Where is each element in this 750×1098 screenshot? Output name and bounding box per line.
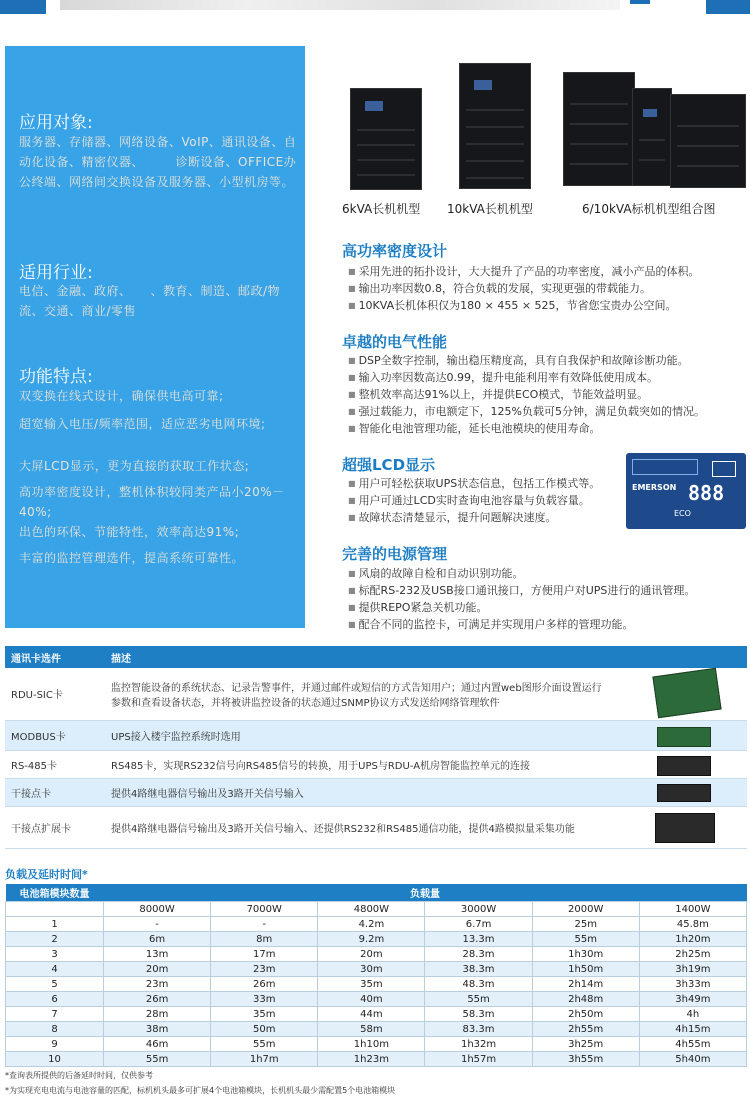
backup-time-cell: 1h10m <box>318 1037 425 1052</box>
dry-contact-card-image <box>657 784 711 802</box>
lcd-mode-bar <box>632 459 698 475</box>
load-header: 3000W <box>425 902 532 917</box>
backup-time-cell: 46m <box>104 1037 211 1052</box>
card-desc: RS485卡，实现RS232信号向RS485信号的转换，用于UPS与RDU-A机房智能监控单元的连接 <box>105 750 615 778</box>
battery-count-cell: 2 <box>6 932 104 947</box>
battery-count-cell: 1 <box>6 917 104 932</box>
feature-item: 丰富的监控管理选件，提高系统可靠性。 <box>19 551 245 565</box>
load-header: 8000W <box>104 902 211 917</box>
caption-combo: 6/10kVA标机机型组合图 <box>582 202 716 216</box>
table-row <box>6 977 747 992</box>
backup-time-cell: 30m <box>318 962 425 977</box>
table-row <box>6 947 747 962</box>
backup-time-cell: 28m <box>104 1007 211 1022</box>
footnote: *查询表所提供的后备延时时间，仅供参考 <box>5 1071 153 1080</box>
backup-time-cell: 6m <box>104 932 211 947</box>
modbus-card-image <box>657 727 711 747</box>
strip-fade <box>60 0 620 10</box>
applications-text: 服务器、存储器、网络设备、VoIP、通讯设备、自动化设备、精密仪器、 诊断设备、OFFICE办公终端、网络间交换设备及服务器、小型机房等。 <box>19 135 297 189</box>
backup-time-cell: 58.3m <box>425 1007 532 1022</box>
bullet: ■ 用户可轻松获取UPS状态信息，包括工作模式等。 <box>348 475 600 491</box>
industries-text: 电信、金融、政府、 、教育、制造、邮政/物流、交通、商业/零售 <box>19 284 281 318</box>
feature-item: 超宽输入电压/频率范围，适应恶劣电网环境; <box>19 417 266 431</box>
backup-time-cell: 13m <box>104 947 211 962</box>
backup-time-cell: - <box>211 917 318 932</box>
backup-time-cell: 3h33m <box>639 977 746 992</box>
backup-time-cell: 4h <box>639 1007 746 1022</box>
backup-time-cell: 4h55m <box>639 1037 746 1052</box>
bullet: ■ 智能化电池管理功能，延长电池模块的使用寿命。 <box>348 420 601 436</box>
heading-features: 功能特点: <box>19 367 93 387</box>
card-name: 干接点扩展卡 <box>5 806 105 848</box>
backup-time-cell: 55m <box>104 1052 211 1067</box>
card-desc: 监控智能设备的系统状态、记录告警事件，并通过邮件或短信的方式告知用户；通过内置web图形介面设置运行参数和查看设备状态，并将被讲监控设备的状态通过SNMP协议方式发送给网络管理软件 <box>105 668 615 720</box>
section-title-electrical: 卓越的电气性能 <box>342 333 448 351</box>
bullet: ■ 用户可通过LCD实时查询电池容量与负载容量。 <box>348 492 590 508</box>
battery-count-cell: 5 <box>6 977 104 992</box>
backup-time-cell: 28.3m <box>425 947 532 962</box>
header-desc: 描述 <box>105 646 747 668</box>
section-title-power-mgmt: 完善的电源管理 <box>342 545 448 563</box>
header-card: 通讯卡选件 <box>5 646 105 668</box>
load-header: 7000W <box>211 902 318 917</box>
card-image-cell <box>615 806 747 848</box>
card-desc: 提供4路继电器信号输出及3路开关信号输入 <box>105 778 615 806</box>
bullet: ■ 整机效率高达91%以上，并提供ECO模式，节能效益明显。 <box>348 386 648 402</box>
backup-time-cell: 3h49m <box>639 992 746 1007</box>
feature-item: 大屏LCD显示，更为直接的获取工作状态; <box>19 459 250 473</box>
card-name: 干接点卡 <box>5 778 105 806</box>
bullet: ■ DSP全数字控制，输出稳压精度高，具有自我保护和故障诊断功能。 <box>348 352 689 368</box>
backup-time-cell: 2h25m <box>639 947 746 962</box>
card-name: RDU-SIC卡 <box>5 668 105 720</box>
rdu-sic-card-image <box>652 668 721 718</box>
card-name: RS-485卡 <box>5 750 105 778</box>
card-image-cell <box>615 720 747 750</box>
bullet: ■ 标配RS-232及USB接口通讯接口，方便用户对UPS进行的通讯管理。 <box>348 582 695 598</box>
bullet: ■ 故障状态清楚显示，提升问题解决速度。 <box>348 509 557 525</box>
backup-time-cell: 38m <box>104 1022 211 1037</box>
card-image-cell <box>615 750 747 778</box>
ups-6kva-tower-image <box>350 88 422 190</box>
backup-time-cell: 1h57m <box>425 1052 532 1067</box>
lcd-brand: EMERSON <box>632 483 677 492</box>
backup-time-cell: 13.3m <box>425 932 532 947</box>
heading-applications: 应用对象: <box>19 113 93 133</box>
backup-time-cell: 2h50m <box>532 1007 639 1022</box>
caption-6kva: 6kVA长机机型 <box>342 202 421 216</box>
group-header-load: 负载量 <box>104 884 747 902</box>
backup-time-cell: 3h55m <box>532 1052 639 1067</box>
section-title-lcd: 超强LCD显示 <box>342 456 436 474</box>
backup-time-cell: 55m <box>532 932 639 947</box>
backup-time-cell: 20m <box>318 947 425 962</box>
backup-time-cell: 35m <box>318 977 425 992</box>
battery-count-cell: 6 <box>6 992 104 1007</box>
backup-time-cell: 1h20m <box>639 932 746 947</box>
load-header: 2000W <box>532 902 639 917</box>
battery-count-cell: 9 <box>6 1037 104 1052</box>
backup-time-cell: 4h15m <box>639 1022 746 1037</box>
ups-combo-unit-image <box>563 72 635 186</box>
dry-contact-ext-card-image <box>655 813 715 843</box>
backup-time-cell: 58m <box>318 1022 425 1037</box>
col-header-battery-count: 电池箱模块数量 <box>6 884 104 902</box>
backup-time-cell: 3h25m <box>532 1037 639 1052</box>
empty-cell <box>6 902 104 917</box>
ups-combo-unit-image <box>632 88 672 186</box>
card-desc: 提供4路继电器信号输出及3路开关信号输入、还提供RS232和RS485通信功能，提供4路模拟量采集功能 <box>105 806 615 848</box>
backup-time-cell: 1h50m <box>532 962 639 977</box>
ups-combo-unit-image <box>670 94 746 188</box>
backup-time-cell: - <box>104 917 211 932</box>
backup-time-cell: 26m <box>211 977 318 992</box>
heading-industries: 适用行业: <box>19 263 93 283</box>
bullet: ■ 采用先进的拓扑设计，大大提升了产品的功率密度，减小产品的体积。 <box>348 263 700 279</box>
backup-time-cell: 17m <box>211 947 318 962</box>
feature-item: 高功率密度设计，整机体积较同类产品小20%－40%; <box>19 485 285 519</box>
table-row <box>6 1052 747 1067</box>
bullet: ■ 输入功率因数高达0.99，提升电能利用率有效降低使用成本。 <box>348 369 658 385</box>
backup-time-cell: 1h32m <box>425 1037 532 1052</box>
ups-10kva-tower-image <box>459 63 531 189</box>
backup-time-cell: 45.8m <box>639 917 746 932</box>
lcd-mode: ECO <box>674 509 691 518</box>
backup-time-cell: 48.3m <box>425 977 532 992</box>
backup-time-cell: 3h19m <box>639 962 746 977</box>
battery-count-cell: 7 <box>6 1007 104 1022</box>
strip-block <box>0 0 46 14</box>
backup-time-cell: 2h55m <box>532 1022 639 1037</box>
backup-time-cell: 35m <box>211 1007 318 1022</box>
battery-count-cell: 3 <box>6 947 104 962</box>
backup-time-cell: 55m <box>211 1037 318 1052</box>
load-header: 1400W <box>639 902 746 917</box>
bullet: ■ 10KVA长机体积仅为180 × 455 × 525，节省您宝贵办公空间。 <box>348 297 677 313</box>
backup-time-cell: 6.7m <box>425 917 532 932</box>
backup-time-cell: 8m <box>211 932 318 947</box>
comm-card-table <box>5 646 747 849</box>
strip-block <box>630 0 650 4</box>
card-desc: UPS接入楼宇监控系统时选用 <box>105 720 615 750</box>
backup-time-cell: 23m <box>211 962 318 977</box>
backup-time-cell: 38.3m <box>425 962 532 977</box>
backup-time-cell: 55m <box>425 992 532 1007</box>
backup-time-cell: 23m <box>104 977 211 992</box>
left-info-panel <box>5 46 305 628</box>
battery-count-cell: 10 <box>6 1052 104 1067</box>
backup-time-cell: 4.2m <box>318 917 425 932</box>
bullet: ■ 配合不同的监控卡，可满足并实现用户多样的管理功能。 <box>348 616 634 632</box>
backup-time-cell: 26m <box>104 992 211 1007</box>
battery-count-cell: 8 <box>6 1022 104 1037</box>
card-image-cell <box>615 668 747 720</box>
backup-time-cell: 2h14m <box>532 977 639 992</box>
lcd-digits: 888 <box>688 481 725 505</box>
strip-block <box>706 0 750 14</box>
backup-time-cell: 5h40m <box>639 1052 746 1067</box>
load-header: 4800W <box>318 902 425 917</box>
card-name: MODBUS卡 <box>5 720 105 750</box>
feature-item: 双变换在线式设计，确保供电高可靠; <box>19 389 224 403</box>
backup-time-cell: 20m <box>104 962 211 977</box>
top-decorative-strip <box>0 0 750 20</box>
backup-time-cell: 33m <box>211 992 318 1007</box>
table-row <box>6 1037 747 1052</box>
table-row <box>6 1007 747 1022</box>
backup-time-cell: 2h48m <box>532 992 639 1007</box>
table-row <box>6 1022 747 1037</box>
section-title-power-density: 高功率密度设计 <box>342 242 448 260</box>
bullet: ■ 提供REPO紧急关机功能。 <box>348 599 487 615</box>
backup-time-cell: 1h7m <box>211 1052 318 1067</box>
bullet: ■ 风扇的故障自检和自动识别功能。 <box>348 565 524 581</box>
backup-time-cell: 9.2m <box>318 932 425 947</box>
backup-time-cell: 83.3m <box>425 1022 532 1037</box>
backup-time-cell: 1h23m <box>318 1052 425 1067</box>
table-row <box>6 917 747 932</box>
footnote: *为实现充电电流与电池容量的匹配，标机机头最多可扩展4个电池箱模块，长机机头最少需配置5个电池箱模块 <box>5 1086 396 1095</box>
backup-time-cell: 44m <box>318 1007 425 1022</box>
feature-item: 出色的环保、节能特性，效率高达91%; <box>19 525 240 539</box>
rs485-card-image <box>657 756 711 776</box>
bullet: ■ 强过载能力，市电额定下，125%负载可5分钟，满足负载突如的情况。 <box>348 403 705 419</box>
load-table-title: 负载及延时时间* <box>5 868 88 881</box>
table-row <box>6 932 747 947</box>
caption-10kva: 10kVA长机机型 <box>447 202 533 216</box>
lcd-panel-image <box>626 453 746 529</box>
table-row <box>6 962 747 977</box>
backup-time-cell: 50m <box>211 1022 318 1037</box>
backup-time-cell: 40m <box>318 992 425 1007</box>
backup-time-cell: 25m <box>532 917 639 932</box>
bullet: ■ 输出功率因数0.8，符合负载的发展，实现更强的带载能力。 <box>348 280 651 296</box>
load-time-table <box>5 884 747 1067</box>
lcd-battery-icon <box>712 461 736 477</box>
table-row <box>6 992 747 1007</box>
card-image-cell <box>615 778 747 806</box>
battery-count-cell: 4 <box>6 962 104 977</box>
backup-time-cell: 1h30m <box>532 947 639 962</box>
